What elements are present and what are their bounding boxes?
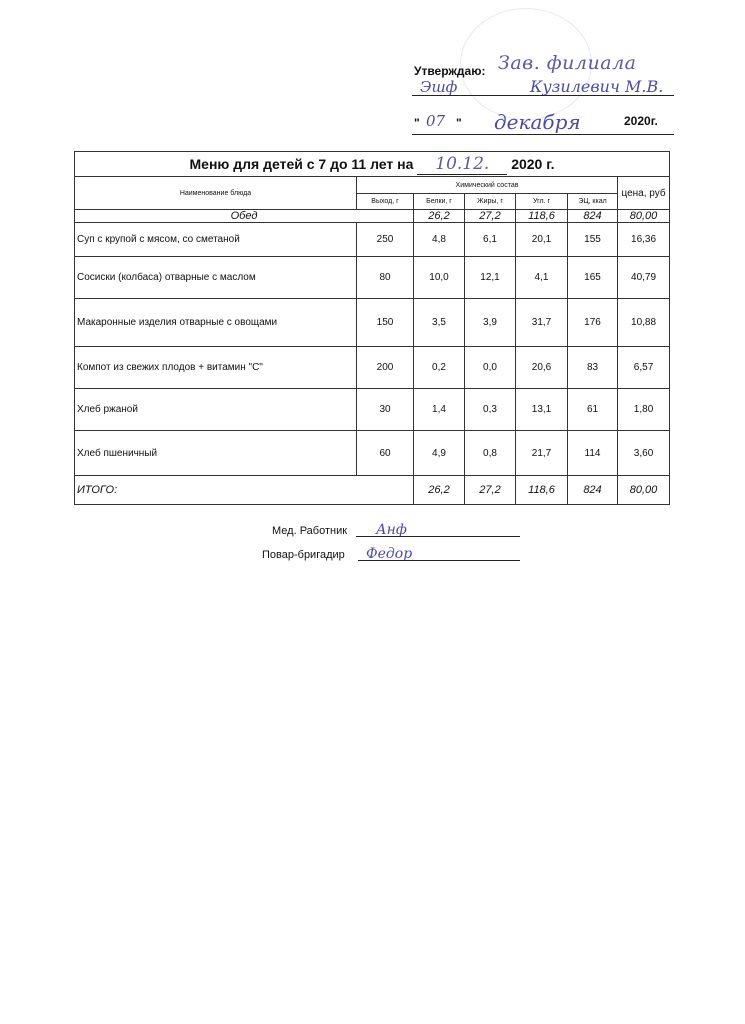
med-worker-signature [272, 518, 522, 540]
dish-carbs: 20,1 [516, 223, 568, 257]
header-protein: Белки, г [414, 194, 465, 210]
handwritten-month: декабря [494, 110, 581, 134]
dish-energy: 176 [568, 299, 618, 347]
dish-energy: 83 [568, 347, 618, 389]
dish-carbs: 20,6 [516, 347, 568, 389]
menu-title [75, 152, 670, 177]
dish-price: 3,60 [618, 431, 670, 476]
dish-output: 30 [357, 389, 414, 431]
dish-price: 6,57 [618, 347, 670, 389]
handwritten-menu-date: 10.12. [417, 154, 507, 175]
header-energy: ЭЦ, ккал [568, 194, 618, 210]
approval-year: 2020г. [624, 114, 658, 128]
dish-carbs: 31,7 [516, 299, 568, 347]
dish-protein: 4,8 [414, 223, 465, 257]
dish-price: 1,80 [618, 389, 670, 431]
med-worker-label: Мед. Работник [272, 525, 348, 537]
dish-output: 200 [357, 347, 414, 389]
dish-price: 10,88 [618, 299, 670, 347]
dish-fat: 6,1 [465, 223, 516, 257]
table-row [75, 257, 670, 299]
dish-output: 150 [357, 299, 414, 347]
approval-date [412, 112, 674, 136]
signature-line [412, 95, 674, 96]
meal-fat: 27,2 [465, 210, 516, 223]
total-fat: 27,2 [465, 476, 516, 505]
table-row [75, 223, 670, 257]
dish-name: Хлеб ржаной [75, 389, 357, 431]
dish-protein: 3,5 [414, 299, 465, 347]
header-fat: Жиры, г [465, 194, 516, 210]
dish-name: Хлеб пшеничный [75, 431, 357, 476]
dish-output: 80 [357, 257, 414, 299]
handwritten-signature: Эшф [420, 78, 458, 96]
table-row [75, 299, 670, 347]
total-row [75, 476, 670, 505]
table-row [75, 389, 670, 431]
menu-title-prefix: Меню для детей с 7 до 11 лет на [189, 155, 414, 172]
dish-carbs: 21,7 [516, 431, 568, 476]
date-line [412, 134, 674, 135]
dish-fat: 0,3 [465, 389, 516, 431]
cook-signature [262, 542, 522, 564]
header-carbs: Угл. г [516, 194, 568, 210]
dish-energy: 114 [568, 431, 618, 476]
header-price: цена, руб [618, 177, 670, 210]
dish-name: Сосиски (колбаса) отварные с маслом [75, 257, 357, 299]
signature-line [356, 536, 520, 537]
total-carbs: 118,6 [516, 476, 568, 505]
handwritten-day: 07 [426, 112, 446, 130]
meal-name: Обед [75, 210, 414, 223]
dish-name: Макаронные изделия отварные с овощами [75, 299, 357, 347]
header-chemical: Химический состав [357, 177, 618, 194]
dish-protein: 1,4 [414, 389, 465, 431]
dish-fat: 3,9 [465, 299, 516, 347]
approval-block [412, 50, 672, 140]
total-label: ИТОГО: [75, 476, 414, 505]
header-dish-name: Наименование блюда [75, 177, 357, 210]
dish-energy: 155 [568, 223, 618, 257]
dish-protein: 0,2 [414, 347, 465, 389]
handwritten-position: Зав. филиала [498, 52, 637, 74]
table-row [75, 431, 670, 476]
table-row [75, 347, 670, 389]
dish-price: 40,79 [618, 257, 670, 299]
dish-protein: 10,0 [414, 257, 465, 299]
meal-price: 80,00 [618, 210, 670, 223]
quote-close: " [456, 116, 462, 130]
meal-row [75, 210, 670, 223]
total-protein: 26,2 [414, 476, 465, 505]
quote-open: " [414, 116, 420, 130]
total-energy: 824 [568, 476, 618, 505]
med-worker-handwritten: Анф [376, 522, 407, 538]
dish-output: 60 [357, 431, 414, 476]
dish-fat: 0,0 [465, 347, 516, 389]
dish-name: Суп с крупой с мясом, со сметаной [75, 223, 357, 257]
dish-name: Компот из свежих плодов + витамин "С" [75, 347, 357, 389]
dish-output: 250 [357, 223, 414, 257]
meal-carbs: 118,6 [516, 210, 568, 223]
dish-energy: 165 [568, 257, 618, 299]
menu-title-year: 2020 г. [511, 155, 555, 172]
meal-energy: 824 [568, 210, 618, 223]
dish-protein: 4,9 [414, 431, 465, 476]
dish-energy: 61 [568, 389, 618, 431]
dish-price: 16,36 [618, 223, 670, 257]
header-output: Выход, г [357, 194, 414, 210]
dish-fat: 0,8 [465, 431, 516, 476]
total-price: 80,00 [618, 476, 670, 505]
menu-table [74, 151, 670, 505]
handwritten-approver-name: Кузилевич М.В. [530, 77, 664, 96]
meal-protein: 26,2 [414, 210, 465, 223]
dish-fat: 12,1 [465, 257, 516, 299]
approval-label: Утверждаю: [414, 64, 486, 78]
signature-line [358, 560, 520, 561]
dish-carbs: 4,1 [516, 257, 568, 299]
cook-handwritten: Федор [366, 546, 413, 562]
cook-label: Повар-бригадир [262, 549, 345, 561]
dish-carbs: 13,1 [516, 389, 568, 431]
